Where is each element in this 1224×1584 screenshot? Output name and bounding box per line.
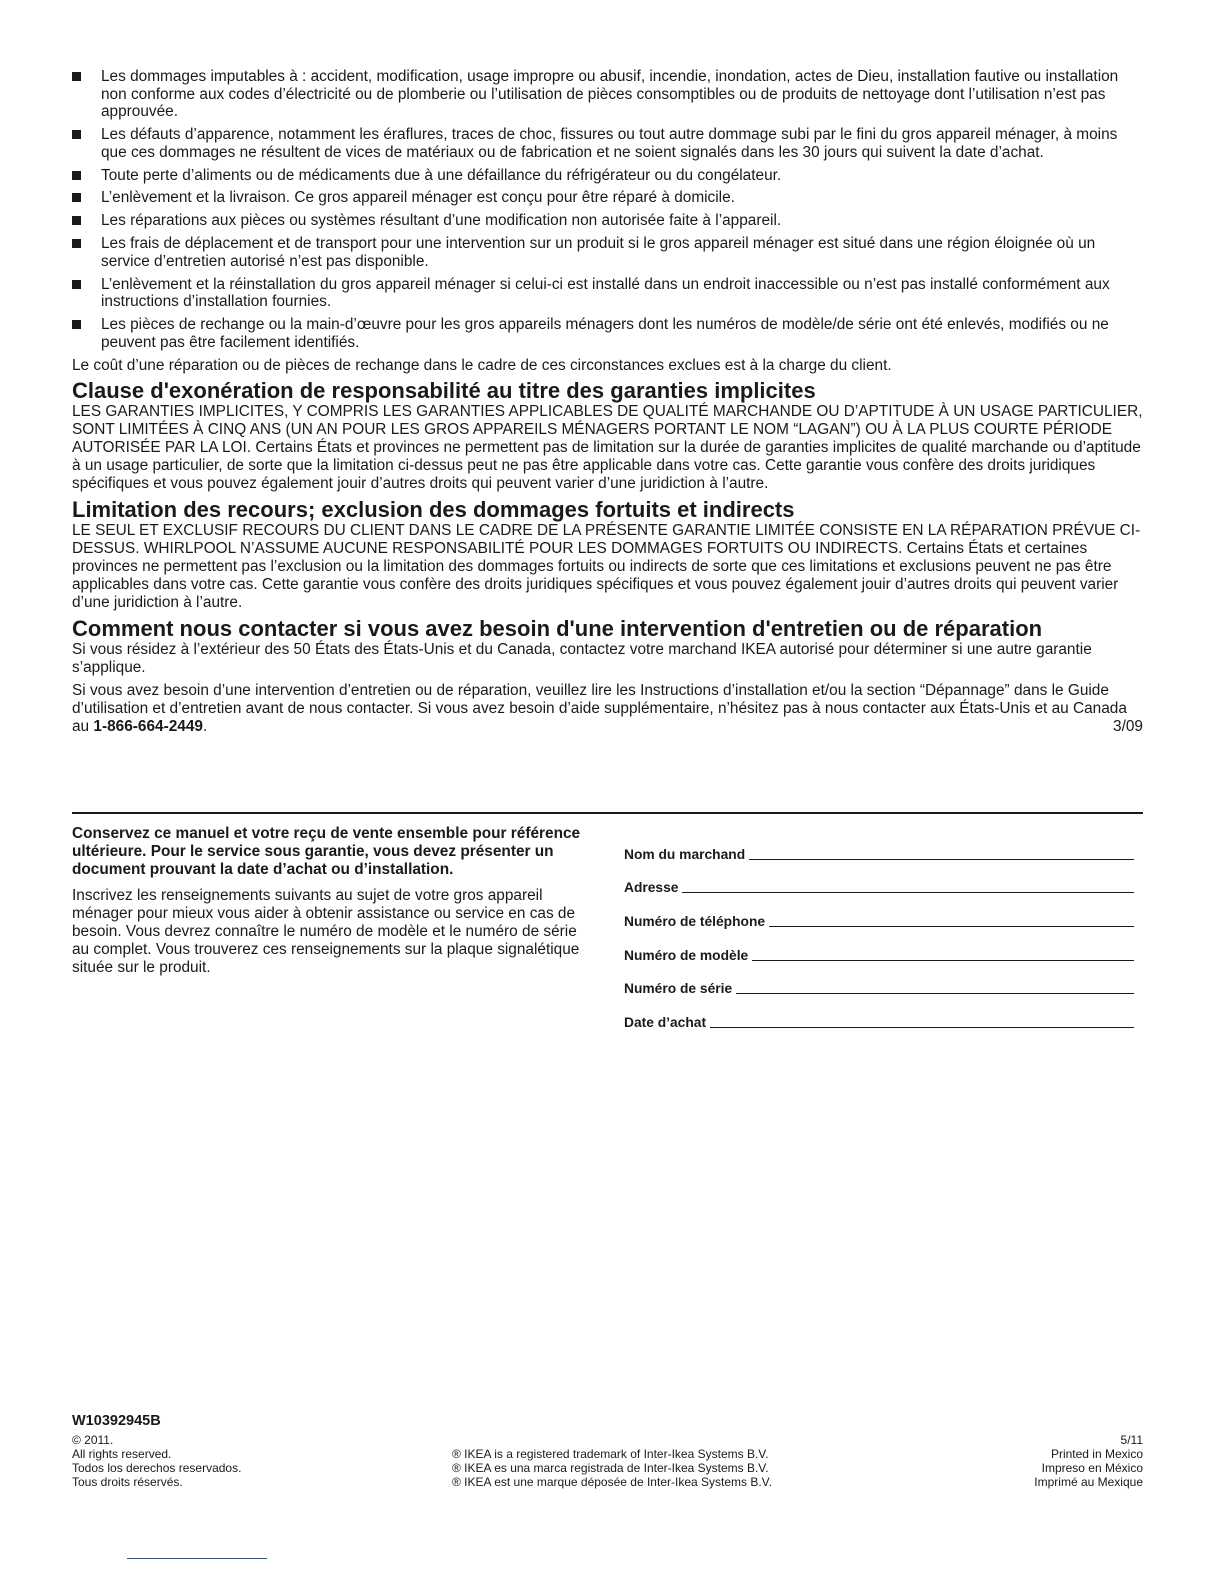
square-bullet-icon [72,130,81,139]
implied-warranty-heading: Clause d'exonération de responsabilité au titre des garanties implicites [72,378,816,404]
square-bullet-icon [72,216,81,225]
form-row-serial: Numéro de série [624,964,1134,998]
dealer-name-field[interactable] [749,859,1134,860]
cost-note: Le coût d’une réparation ou de pièces de rechange dans le cadre de ces circonstances exclues est à la charge du client. [72,356,892,374]
section-divider [72,812,1143,814]
limitation-body: LE SEUL ET EXCLUSIF RECOURS DU CLIENT DANS LE CADRE DE LA PRÉSENTE GARANTIE LIMITÉE CONSISTE EN LA RÉPARATION PRÉVUE CI-DESSUS. WHIRLPOOL N’ASSUME AUCUNE RESPONSABILITÉ POUR LES DOMMAGES FORTUITS OU INDIRECTS. Certains États et certaines provinces ne permettent pas l’exclusion ou la limitation des dommages fortuits ou indirects de sorte que ces limitations et exclusions peuvent ne pas être applicables dans votre cas. Cette garantie vous confère des droits juridiques spécifiques et vous pouvez également jouir d’autres droits qui peuvent varier d’une juridiction à l’autre. [72,522,1141,612]
limitation-heading: Limitation des recours; exclusion des dommages fortuits et indirects [72,497,795,523]
contact-heading: Comment nous contacter si vous avez besoin d'une intervention d'entretien ou de réparation [72,616,1043,642]
list-item: L’enlèvement et la réinstallation du gros appareil ménager si celui-ci est installé dans un endroit inaccessible ou n’est pas installé conformément aux instructions d’installation fournies. [72,276,1143,311]
list-item: Les dommages imputables à : accident, modification, usage impropre ou abusif, incendie, inondation, actes de Dieu, installation fautive ou installation non conforme aux codes d’électricité ou de plomberie ou l’utilisation de pièces consomptibles ou de produits de nettoyage dont l’utilisation n’est pas approuvée. [72,68,1143,121]
square-bullet-icon [72,193,81,202]
trademark-block: ® IKEA is a registered trademark of Inter-Ikea Systems B.V. ® IKEA es una marca registrada de Inter-Ikea Systems B.V. ® IKEA est une marque déposée de Inter-Ikea Systems B.V. [452,1447,772,1489]
purchase-info-form [624,829,1134,1031]
square-bullet-icon [72,280,81,289]
print-info-block: 5/11 Printed in Mexico Impreso en México Imprimé au Mexique [1034,1433,1143,1489]
list-item: Les pièces de rechange ou la main-d’œuvre pour les gros appareils ménagers dont les numéros de modèle/de série ont été enlevés, modifiés ou ne peuvent pas être facilement identifiés. [72,316,1143,351]
keep-manual-bold: Conservez ce manuel et votre reçu de vente ensemble pour référence ultérieure. Pour le service sous garantie, vous devez présenter un document prouvant la date d’achat ou d’installation. [72,825,581,878]
implied-warranty-body: LES GARANTIES IMPLICITES, Y COMPRIS LES GARANTIES APPLICABLES DE QUALITÉ MARCHANDE OU D’APTITUDE À UN USAGE PARTICULIER, SONT LIMITÉES À CINQ ANS (UN AN POUR LES GROS APPAREILS MÉNAGERS PORTANT LE NOM “LAGAN”) OU À LA PLUS COURTE PÉRIODE AUTORISÉE PAR LA LOI. Certains États et provinces ne permettent pas de limitation sur la durée de garanties implicites de qualité marchande ou d’aptitude à un usage particulier, de sorte que la limitation ci-dessus peut ne pas être applicable dans votre cas. Cette garantie vous confère des droits juridiques spécifiques et vous pouvez également jouir d’autres droits qui peuvent varier d’une juridiction à l’autre. [72,403,1143,493]
square-bullet-icon [72,171,81,180]
form-row-address: Adresse [624,863,1134,897]
square-bullet-icon [72,239,81,248]
document-code: W10392945B [72,1413,161,1429]
contact-para-outside: Si vous résidez à l’extérieur des 50 États des États-Unis et du Canada, contactez votre marchand IKEA autorisé pour déterminer si une autre garantie s’applique. [72,641,1092,677]
phone-number[interactable]: 1-866-664-2449 [93,718,203,736]
model-number-field[interactable] [752,960,1134,961]
copyright-block: © 2011. All rights reserved. Todos los derechos reservados. Tous droits réservés. [72,1433,242,1489]
exclusions-list [72,68,1143,351]
list-item: L’enlèvement et la livraison. Ce gros appareil ménager est conçu pour être réparé à domicile. [72,189,1143,207]
contact-section [72,617,1143,736]
implied-warranty-section [72,379,1143,493]
list-item: Toute perte d’aliments ou de médicaments due à une défaillance du réfrigérateur ou du congélateur. [72,167,1143,185]
form-row-dealer: Nom du marchand [624,829,1134,863]
list-item: Les frais de déplacement et de transport pour une intervention sur un produit si le gros appareil ménager est situé dans une région éloignée où un service d’entretien autorisé n’est pas disponible. [72,235,1143,270]
address-field[interactable] [682,892,1134,893]
list-item: Les défauts d’apparence, notamment les éraflures, traces de choc, fissures ou tout autre dommage subi par le fini du gros appareil ménager, à moins que ces dommages ne résultent de vices de matériaux ou de fabrication et ne soient signalés dans les 30 jours qui suivent la date d’achat. [72,126,1143,161]
phone-field[interactable] [769,926,1134,927]
contact-para-service: Si vous avez besoin d’une intervention d’entretien ou de réparation, veuillez lire les Instructions d’installation et/ou la section “Dépannage” dans le Guide d’utilisation et d’entretien avant de nous contacter. Si vous avez besoin d’aide supplémentaire, n’hésitez pas à nous contacter aux États-Unis et au Canada au 1-866-664-2449. 3/09 [72,682,1143,736]
square-bullet-icon [72,72,81,81]
list-item: Les réparations aux pièces ou systèmes résultant d’une modification non autorisée faite à l’appareil. [72,212,1143,230]
keep-manual-note [72,825,587,977]
keep-manual-body: Inscrivez les renseignements suivants au sujet de votre gros appareil ménager pour mieux vous aider à obtenir assistance ou service en cas de besoin. Vous devrez connaître le numéro de modèle et le numéro de série au complet. Vous trouverez ces renseignements sur la plaque signalétique située sur le produit. [72,887,580,976]
form-row-date: Date d’achat [624,997,1134,1031]
purchase-date-field[interactable] [710,1027,1134,1028]
version-date: 3/09 [1113,718,1143,736]
link-underline [127,1558,267,1559]
page-footer [72,1412,1143,1489]
square-bullet-icon [72,320,81,329]
form-row-model: Numéro de modèle [624,930,1134,964]
form-row-phone: Numéro de téléphone [624,896,1134,930]
warranty-page [72,68,1143,736]
limitation-section [72,498,1143,612]
serial-number-field[interactable] [736,993,1134,994]
